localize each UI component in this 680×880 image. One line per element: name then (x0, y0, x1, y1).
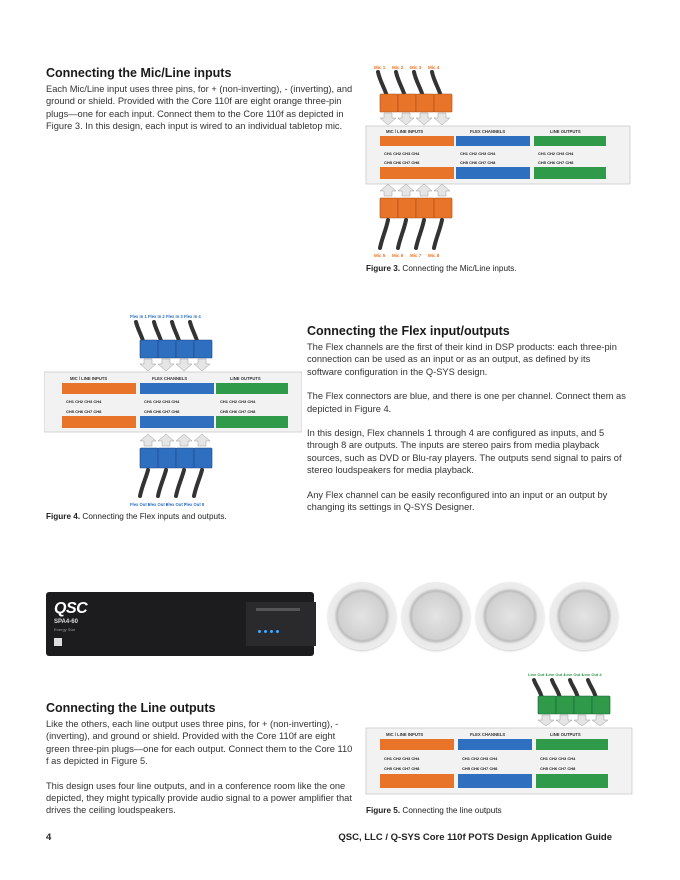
flex-section-p3: In this design, Flex channels 1 through 4 are configured as inputs, and 5 through 8 are outputs. The inputs are stereo pairs from media playback sources, such as DVD or Blu-ray players. The outputs send signal to pairs of stereo loudspeakers for media playback. (307, 428, 622, 476)
svg-text:CH5 CH6 CH7 CH8: CH5 CH6 CH7 CH8 (538, 160, 574, 165)
fig5-label-out3: Line Out 3 (564, 672, 584, 677)
svg-text:CH5 CH6 CH7 CH8: CH5 CH6 CH7 CH8 (462, 766, 498, 771)
line-section-p2: This design uses four line outputs, and in a conference room like the one depicted, they might typically provide audio signal to a power amplifier that drives the ceiling loudspeakers. (46, 780, 352, 816)
line-section-title: Connecting the Line outputs (46, 701, 216, 715)
figure-5-caption-text: Connecting the line outputs (402, 806, 502, 815)
figure-4-illustration (44, 312, 302, 510)
svg-text:CH1 CH2 CH3 CH4: CH1 CH2 CH3 CH4 (540, 756, 576, 761)
fig4-label-in4: Flex In 4 (184, 314, 201, 319)
figure-3-illustration (364, 62, 632, 262)
ceiling-speaker-3 (476, 582, 544, 650)
svg-text:CH1 CH2 CH3 CH4: CH1 CH2 CH3 CH4 (384, 756, 420, 761)
svg-text:CH5 CH6 CH7 CH8: CH5 CH6 CH7 CH8 (540, 766, 576, 771)
fig4-label-in3: Flex In 3 (166, 314, 183, 319)
fig3-header-line: LINE OUTPUTS (550, 129, 581, 134)
line-section (46, 701, 356, 817)
amp-badge (54, 638, 62, 646)
svg-text:CH1 CH2 CH3 CH4: CH1 CH2 CH3 CH4 (460, 151, 496, 156)
fig4-header-line: LINE OUTPUTS (230, 376, 261, 381)
figure-4-caption (46, 512, 227, 521)
amp-brand: QSC (54, 600, 88, 617)
fig5-header-line: LINE OUTPUTS (550, 732, 581, 737)
fig3-label-mic2: Mic 2 (392, 65, 404, 70)
fig5-label-out2: Line Out 2 (546, 672, 566, 677)
mic-section-body: Each Mic/Line input uses three pins, for + (non-inverting), - (inverting), and ground or shield. Provided with the Core 110f are eight orange three-pin plugs—one for each input. Connect them to the Core 110f as depicted in Figure 3. In this design, each input is wired to an individual tabletop mic. (46, 84, 353, 132)
svg-text:CH1 CH2 CH3 CH4: CH1 CH2 CH3 CH4 (144, 399, 180, 404)
svg-text:CH1 CH2 CH3 CH4: CH1 CH2 CH3 CH4 (220, 399, 256, 404)
fig5-label-out4: Line Out 4 (582, 672, 602, 677)
fig4-header-mic: MIC / LINE INPUTS (70, 376, 108, 381)
fig4-label-in1: Flex In 1 (130, 314, 147, 319)
figure-3-label: Figure 3. (366, 264, 401, 273)
fig5-header-mic: MIC / LINE INPUTS (386, 732, 424, 737)
figure-5 (364, 670, 634, 802)
svg-text:CH5 CH6 CH7 CH8: CH5 CH6 CH7 CH8 (144, 409, 180, 414)
svg-text:CH1 CH2 CH3 CH4: CH1 CH2 CH3 CH4 (384, 151, 420, 156)
amplifier-image (46, 592, 314, 656)
fig4-label-out6: Flex Out 6 (148, 502, 169, 507)
ceiling-speaker-2 (402, 582, 470, 650)
fig3-label-mic3: Mic 3 (410, 65, 422, 70)
flex-section-p1: The Flex channels are the first of their kind in DSP products: each three-pin connection can be used as an input or as an output, as defined by its software configuration in the Q-SYS design. (307, 342, 617, 377)
svg-text:CH1 CH2 CH3 CH4: CH1 CH2 CH3 CH4 (66, 399, 102, 404)
fig3-header-flex: FLEX CHANNELS (470, 129, 506, 134)
svg-text:CH5 CH6 CH7 CH8: CH5 CH6 CH7 CH8 (460, 160, 496, 165)
line-section-p1: Like the others, each line output uses three pins, for + (non-inverting), - (inverting), and ground or shield. Provided with the Core 110f are eight green three-pin plugs—one for each output. Connect them to the Core 110 f as depicted in Figure 5. (46, 719, 353, 767)
fig4-label-out5: Flex Out 5 (130, 502, 151, 507)
svg-text:CH5 CH6 CH7 CH8: CH5 CH6 CH7 CH8 (220, 409, 256, 414)
amp-panel-strip (256, 608, 300, 611)
figure-3 (364, 62, 632, 262)
fig3-label-mic6: Mic 6 (392, 253, 404, 258)
ceiling-speaker-4 (550, 582, 618, 650)
figure-4-caption-text: Connecting the Flex inputs and outputs. (82, 512, 227, 521)
flex-section-p4: Any Flex channel can be easily reconfigured into an input or an output by changing its settings in Q-SYS Designer. (307, 489, 608, 513)
flex-section-title: Connecting the Flex input/outputs (307, 324, 510, 338)
figure-3-caption (366, 264, 517, 273)
figure-5-label: Figure 5. (366, 806, 401, 815)
ceiling-speaker-1 (328, 582, 396, 650)
footer-title: QSC, LLC / Q-SYS Core 110f POTS Design Application Guide (338, 832, 612, 843)
svg-text:CH1 CH2 CH3 CH4: CH1 CH2 CH3 CH4 (462, 756, 498, 761)
flex-section (307, 324, 627, 513)
fig3-label-mic1: Mic 1 (374, 65, 386, 70)
flex-section-p2: The Flex connectors are blue, and there is one per channel. Connect them as depicted in Figure 4. (307, 391, 626, 414)
page-number: 4 (46, 832, 52, 843)
amp-sub: Energy Star (54, 627, 76, 632)
fig3-label-mic5: Mic 5 (374, 253, 386, 258)
mic-section-title: Connecting the Mic/Line inputs (46, 66, 232, 80)
fig4-label-out7: Flex Out 7 (166, 502, 187, 507)
fig3-label-mic4: Mic 4 (428, 65, 440, 70)
figure-4 (44, 312, 302, 510)
fig3-label-mic8: Mic 8 (428, 253, 440, 258)
fig4-label-in2: Flex In 2 (148, 314, 165, 319)
fig4-label-out8: Flex Out 8 (184, 502, 205, 507)
fig3-label-mic7: Mic 7 (410, 253, 422, 258)
svg-text:CH5 CH6 CH7 CH8: CH5 CH6 CH7 CH8 (384, 766, 420, 771)
amp-leds (258, 620, 279, 638)
fig5-header-flex: FLEX CHANNELS (470, 732, 506, 737)
fig3-header-mic: MIC / LINE INPUTS (386, 129, 424, 134)
svg-text:CH1 CH2 CH3 CH4: CH1 CH2 CH3 CH4 (538, 151, 574, 156)
svg-text:CH5 CH6 CH7 CH8: CH5 CH6 CH7 CH8 (66, 409, 102, 414)
figure-4-label: Figure 4. (46, 512, 81, 521)
fig5-label-out1: Line Out 1 (528, 672, 548, 677)
svg-text:CH5 CH6 CH7 CH8: CH5 CH6 CH7 CH8 (384, 160, 420, 165)
mic-section (46, 66, 356, 133)
figure-5-illustration (364, 670, 634, 802)
fig4-header-flex: FLEX CHANNELS (152, 376, 188, 381)
figure-5-caption (366, 806, 502, 815)
amp-model: SPA4-60 (54, 619, 78, 625)
figure-3-caption-text: Connecting the Mic/Line inputs. (402, 264, 517, 273)
